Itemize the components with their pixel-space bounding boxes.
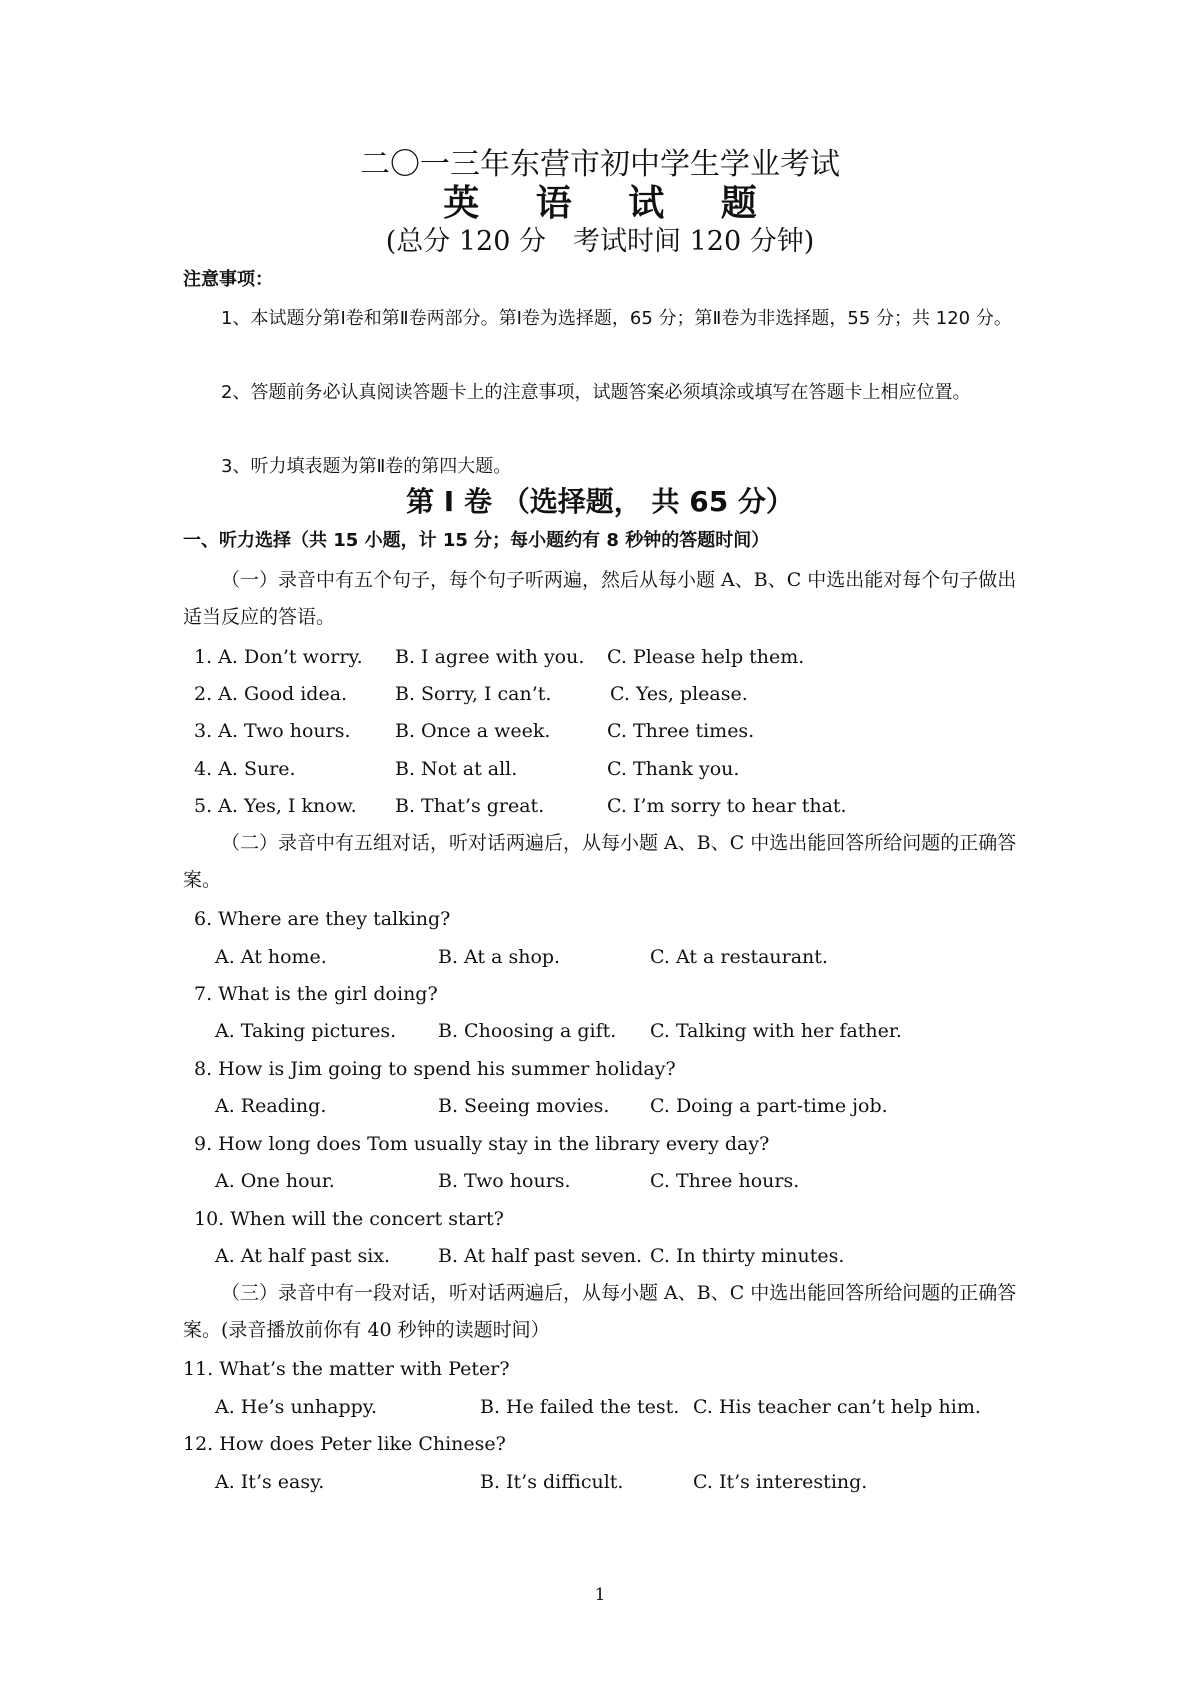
- q8-option-b: B. Seeing movies.: [438, 1095, 610, 1117]
- q6-question: 6. Where are they talking?: [194, 908, 451, 930]
- q4-option-c: C. Thank you.: [607, 758, 740, 780]
- q6-option-c: C. At a restaurant.: [650, 946, 828, 968]
- q3-option-b: B. Once a week.: [395, 720, 551, 742]
- q8-option-a: A. Reading.: [215, 1095, 327, 1117]
- subsection-two-instruction: （二）录音中有五组对话，听对话两遍后，从每小题 A、B、C 中选出能回答所给问题的正确答案。: [183, 832, 1017, 891]
- q3-option-c: C. Three times.: [607, 720, 755, 742]
- part-one-title: 第 I 卷 （选择题， 共 65 分）: [406, 485, 794, 518]
- q7-option-c: C. Talking with her father.: [650, 1020, 902, 1042]
- q8-option-c: C. Doing a part-time job.: [650, 1095, 888, 1117]
- q10-question: 10. When will the concert start?: [194, 1208, 504, 1230]
- q3-option-a: 3. A. Two hours.: [194, 720, 351, 742]
- notice-item-2: 2、答题前务必认真阅读答题卡上的注意事项，试题答案必须填涂或填写在答题卡上相应位置。: [221, 382, 971, 403]
- q8-question: 8. How is Jim going to spend his summer holiday?: [194, 1058, 676, 1080]
- q12-option-b: B. It’s difficult.: [480, 1471, 624, 1493]
- page-number: 1: [594, 1585, 606, 1605]
- subject-title: 英 语 试 题: [443, 183, 779, 224]
- q7-question: 7. What is the girl doing?: [194, 983, 438, 1005]
- q4-option-a: 4. A. Sure.: [194, 758, 296, 780]
- q10-option-c: C. In thirty minutes.: [650, 1245, 845, 1267]
- subsection-three-instruction: （三）录音中有一段对话，听对话两遍后，从每小题 A、B、C 中选出能回答所给问题的正确答案。(录音播放前你有 40 秒钟的读题时间）: [183, 1282, 1017, 1341]
- q7-option-b: B. Choosing a gift.: [438, 1020, 617, 1042]
- q5-option-c: C. I’m sorry to hear that.: [607, 795, 847, 817]
- section-one-heading: 一、听力选择（共 15 小题，计 15 分；每小题约有 8 秒钟的答题时间）: [183, 530, 770, 551]
- q12-option-a: A. It’s easy.: [215, 1471, 325, 1493]
- q1-option-b: B. I agree with you.: [395, 646, 585, 668]
- q9-question: 9. How long does Tom usually stay in the library every day?: [194, 1133, 770, 1155]
- q6-option-a: A. At home.: [215, 946, 327, 968]
- notice-item-3: 3、听力填表题为第Ⅱ卷的第四大题。: [221, 456, 512, 477]
- subsection-one-instruction: （一）录音中有五个句子，每个句子听两遍，然后从每小题 A、B、C 中选出能对每个句子做出适当反应的答语。: [183, 569, 1017, 628]
- exam-title: 二〇一三年东营市初中学生学业考试: [360, 147, 840, 182]
- q2-option-b: B. Sorry, I can’t.: [395, 683, 552, 705]
- q11-question: 11. What’s the matter with Peter?: [183, 1358, 510, 1380]
- q10-option-a: A. At half past six.: [215, 1245, 391, 1267]
- q11-option-c: C. His teacher can’t help him.: [693, 1396, 981, 1418]
- q1-option-a: 1. A. Don’t worry.: [194, 646, 363, 668]
- q6-option-b: B. At a shop.: [438, 946, 561, 968]
- notice-item-1: 1、本试题分第Ⅰ卷和第Ⅱ卷两部分。第Ⅰ卷为选择题，65 分；第Ⅱ卷为非选择题，55 分；共 120 分。: [221, 308, 1012, 329]
- q12-question: 12. How does Peter like Chinese?: [183, 1433, 506, 1455]
- q1-option-c: C. Please help them.: [607, 646, 805, 668]
- q11-option-b: B. He failed the test.: [480, 1396, 680, 1418]
- q4-option-b: B. Not at all.: [395, 758, 518, 780]
- q9-option-a: A. One hour.: [215, 1170, 335, 1192]
- notice-heading: 注意事项：: [183, 269, 273, 290]
- exam-meta: (总分 120 分 考试时间 120 分钟): [385, 226, 815, 257]
- q11-option-a: A. He’s unhappy.: [215, 1396, 378, 1418]
- q2-option-a: 2. A. Good idea.: [194, 683, 348, 705]
- q5-option-b: B. That’s great.: [395, 795, 545, 817]
- q7-option-a: A. Taking pictures.: [215, 1020, 397, 1042]
- q5-option-a: 5. A. Yes, I know.: [194, 795, 357, 817]
- q9-option-b: B. Two hours.: [438, 1170, 571, 1192]
- q10-option-b: B. At half past seven.: [438, 1245, 642, 1267]
- q12-option-c: C. It’s interesting.: [693, 1471, 868, 1493]
- q2-option-c: C. Yes, please.: [610, 683, 748, 705]
- q9-option-c: C. Three hours.: [650, 1170, 800, 1192]
